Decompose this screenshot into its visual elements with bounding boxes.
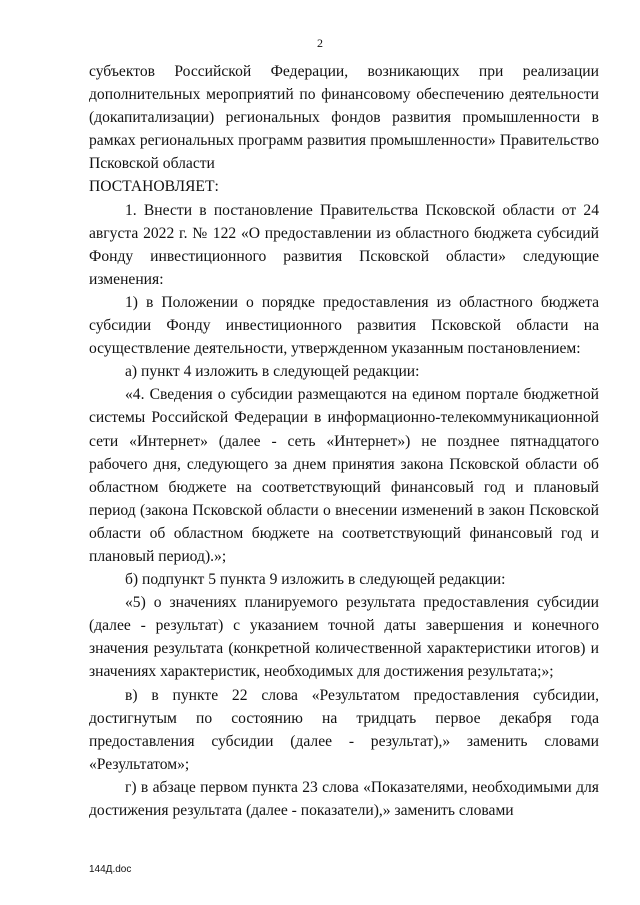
- document-body: [89, 60, 599, 822]
- paragraph-quote-point-4: «4. Сведения о субсидии размещаются на едином портале бюджетной системы Российской Федерации в информационно-телекоммуникационной сети «Интернет» (далее - сеть «Интернет») не позднее пятнадцатого рабочего дня, следующего за днем принятия закона Псковской области об областном бюджете на соответствующий финансовый год и плановый период (закона Псковской области о внесении изменений в закон Псковской области об областном бюджете на соответствующий финансовый год и плановый период).»;: [89, 386, 599, 565]
- paragraph-item-1: 1. Внести в постановление Правительства Псковской области от 24 августа 2022 г. № 122 «О предоставлении из областного бюджета субсидий Фонду инвестиционного развития Псковской области» следующие изменения:: [89, 201, 599, 288]
- paragraph-subitem-v: в) в пункте 22 слова «Результатом предоставления субсидии, достигнутым по состоянию на тридцать первое декабря года предоставления субсидии (далее - результат),» заменить словами «Результатом»;: [89, 686, 599, 773]
- paragraph-quote-subpoint-5: «5) о значениях планируемого результата предоставления субсидии (далее - результат) с указанием точной даты завершения и конечного значения результата (конкретной количественной характеристики итогов) и значениях характеристик, необходимых для достижения результата;»;: [89, 594, 599, 681]
- paragraph-subitem-a: а) пункт 4 изложить в следующей редакции:: [125, 363, 420, 381]
- page-number: 2: [317, 36, 323, 50]
- paragraph-subitem-b: б) подпункт 5 пункта 9 изложить в следующей редакции:: [125, 571, 506, 589]
- paragraph-subitem-1: 1) в Положении о порядке предоставления из областного бюджета субсидии Фонду инвестиционного развития Псковской области на осуществление деятельности, утвержденном указанным постановлением:: [89, 293, 599, 358]
- paragraph-intro-continuation: субъектов Российской Федерации, возникающих при реализации дополнительных мероприятий по финансовому обеспечению деятельности (докапитализации) региональных фондов развития промышленности в рамках региональных программ развития промышленности» Правительство Псковской области: [89, 63, 599, 173]
- file-name-footer: 144Д.doc: [89, 864, 132, 875]
- paragraph-resolves: ПОСТАНОВЛЯЕТ:: [89, 178, 219, 196]
- paragraph-subitem-g: г) в абзаце первом пункта 23 слова «Показателями, необходимыми для достижения результата (далее - показатели),» заменить словами: [89, 778, 599, 819]
